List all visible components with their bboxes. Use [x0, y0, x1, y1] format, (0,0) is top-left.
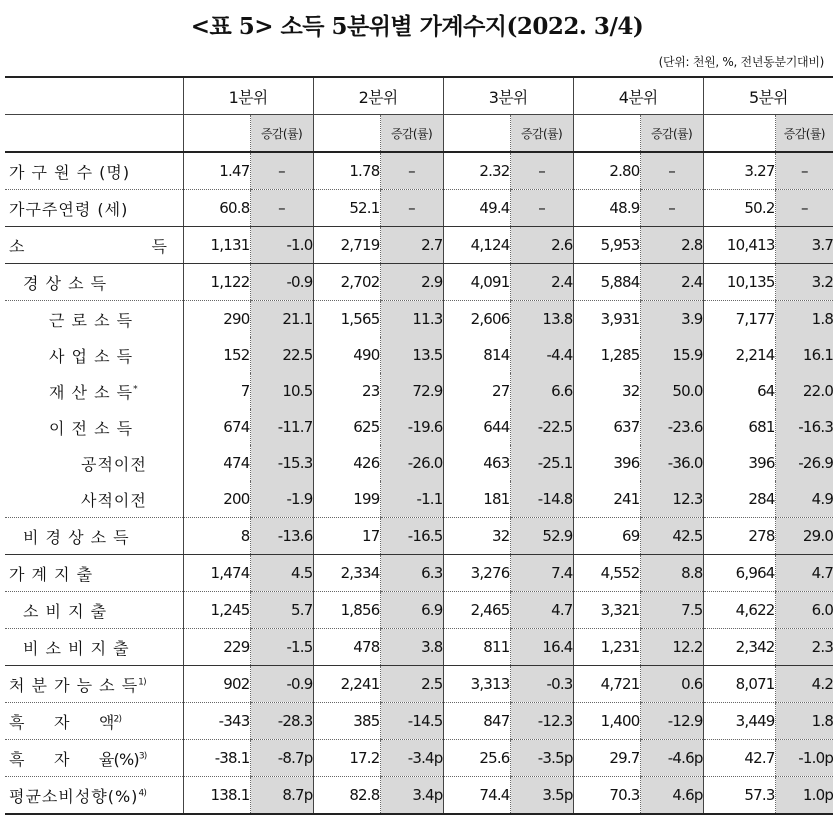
cell-amount-q4: 5,884: [573, 264, 640, 301]
cell-amount-q2: 1,856: [313, 592, 380, 629]
table-title: <표 5> 소득 5분위별 가계수지(2022. 3/4): [190, 13, 644, 40]
cell-amount-q2: 1.78: [313, 152, 380, 190]
cell-amount-q1: 290: [183, 301, 250, 338]
cell-amount-q2: 490: [313, 337, 380, 373]
cell-amount-q2: 199: [313, 481, 380, 518]
cell-amount-q2: 2,702: [313, 264, 380, 301]
cell-change-q4: -36.0: [640, 445, 703, 481]
cell-amount-q3: 3,313: [443, 666, 510, 703]
cell-amount-q5: 278: [703, 518, 775, 555]
cell-change-q3: 16.4: [510, 629, 573, 666]
table-row: [5, 740, 833, 777]
cell-amount-q2: 625: [313, 409, 380, 445]
cell-amount-q5: 2,214: [703, 337, 775, 373]
cell-change-q4: 0.6: [640, 666, 703, 703]
cell-amount-q4: 241: [573, 481, 640, 518]
cell-amount-q4: 2.80: [573, 152, 640, 190]
header-row-subcolumns: [5, 115, 833, 153]
cell-change-q5: -16.3: [775, 409, 833, 445]
cell-amount-q1: 674: [183, 409, 250, 445]
row-label-text: 공적이전: [81, 454, 147, 474]
cell-amount-q1: 1.47: [183, 152, 250, 190]
cell-amount-q3: 181: [443, 481, 510, 518]
cell-amount-q4: 396: [573, 445, 640, 481]
table-row: [5, 518, 833, 555]
row-label-text: 비 경 상 소 득: [23, 527, 130, 547]
cell-amount-q4: 29.7: [573, 740, 640, 777]
cell-change-q4: 50.0: [640, 373, 703, 409]
header-change-2: 증감(률): [380, 115, 443, 153]
cell-change-q4: 12.2: [640, 629, 703, 666]
cell-change-q3: 52.9: [510, 518, 573, 555]
cell-amount-q2: 426: [313, 445, 380, 481]
cell-amount-q1: 1,131: [183, 227, 250, 264]
cell-amount-q5: 57.3: [703, 777, 775, 815]
row-label-text: 평균소비성향(%): [9, 786, 139, 806]
cell-change-q3: -4.4: [510, 337, 573, 373]
cell-amount-q2: 478: [313, 629, 380, 666]
cell-amount-q1: 152: [183, 337, 250, 373]
row-label: [5, 629, 183, 666]
row-label-text: 경 상 소 득: [23, 273, 108, 293]
table-row: [5, 227, 833, 264]
cell-change-q2: 3.8: [380, 629, 443, 666]
table-row: [5, 264, 833, 301]
cell-change-q2: -19.6: [380, 409, 443, 445]
cell-amount-q5: 3.27: [703, 152, 775, 190]
cell-change-q1: 4.5: [250, 555, 313, 592]
cell-amount-q5: 2,342: [703, 629, 775, 666]
unit-note: (단위: 천원, %, 전년동분기대비): [658, 55, 824, 69]
cell-amount-q5: 8,071: [703, 666, 775, 703]
cell-amount-q5: 42.7: [703, 740, 775, 777]
row-label: [5, 373, 183, 409]
cell-amount-q5: 10,135: [703, 264, 775, 301]
cell-change-q3: 13.8: [510, 301, 573, 338]
row-label: [5, 703, 183, 740]
table-row: [5, 777, 833, 815]
header-quintile-4: 4분위: [573, 77, 703, 115]
header-corner: [5, 77, 183, 115]
cell-amount-q5: 3,449: [703, 703, 775, 740]
cell-amount-q3: 4,091: [443, 264, 510, 301]
cell-amount-q3: 2.32: [443, 152, 510, 190]
cell-amount-q3: 4,124: [443, 227, 510, 264]
cell-amount-q1: 7: [183, 373, 250, 409]
table-row: [5, 592, 833, 629]
footnote-marker: 3): [138, 751, 147, 762]
cell-change-q4: 15.9: [640, 337, 703, 373]
cell-amount-q5: 64: [703, 373, 775, 409]
cell-change-q5: 16.1: [775, 337, 833, 373]
cell-change-q1: –: [250, 152, 313, 190]
cell-amount-q4: 32: [573, 373, 640, 409]
table-row: [5, 481, 833, 518]
row-label: [5, 337, 183, 373]
cell-amount-q2: 82.8: [313, 777, 380, 815]
table-row: [5, 337, 833, 373]
cell-change-q3: -25.1: [510, 445, 573, 481]
cell-change-q4: –: [640, 152, 703, 190]
row-label: [5, 264, 183, 301]
cell-amount-q1: 229: [183, 629, 250, 666]
row-label: [5, 409, 183, 445]
cell-change-q4: -12.9: [640, 703, 703, 740]
cell-amount-q4: 1,400: [573, 703, 640, 740]
header-quintile-2: 2분위: [313, 77, 443, 115]
row-label: [5, 740, 183, 777]
cell-amount-q5: 50.2: [703, 190, 775, 227]
cell-change-q3: -12.3: [510, 703, 573, 740]
cell-change-q1: -0.9: [250, 666, 313, 703]
cell-amount-q2: 23: [313, 373, 380, 409]
cell-amount-q4: 4,552: [573, 555, 640, 592]
cell-change-q1: -1.5: [250, 629, 313, 666]
row-label-text: 흑 자 액: [9, 712, 114, 732]
cell-amount-q2: 1,565: [313, 301, 380, 338]
table-row: [5, 555, 833, 592]
cell-change-q4: 3.9: [640, 301, 703, 338]
cell-change-q5: 2.3: [775, 629, 833, 666]
cell-amount-q2: 2,719: [313, 227, 380, 264]
header-change-5: 증감(률): [775, 115, 833, 153]
cell-change-q1: -13.6: [250, 518, 313, 555]
cell-amount-q5: 4,622: [703, 592, 775, 629]
cell-change-q4: 2.4: [640, 264, 703, 301]
cell-change-q5: 6.0: [775, 592, 833, 629]
cell-change-q5: –: [775, 190, 833, 227]
row-label: [5, 445, 183, 481]
cell-amount-q5: 396: [703, 445, 775, 481]
row-label: [5, 666, 183, 703]
header-row-quintiles: [5, 77, 833, 115]
row-label: [5, 777, 183, 815]
table-row: [5, 629, 833, 666]
row-label: [5, 481, 183, 518]
row-label-text: 가 구 원 수 (명): [9, 162, 131, 182]
table-row: [5, 152, 833, 190]
row-label: [5, 592, 183, 629]
cell-change-q4: 4.6p: [640, 777, 703, 815]
cell-change-q2: 6.3: [380, 555, 443, 592]
table-row: [5, 190, 833, 227]
row-label: [5, 152, 183, 190]
row-label-text: 비 소 비 지 출: [23, 638, 130, 658]
household-income-table: [5, 76, 833, 815]
cell-amount-q3: 74.4: [443, 777, 510, 815]
header-corner-lower: [5, 115, 183, 153]
row-label-text: 가 계 지 출: [9, 564, 94, 584]
cell-amount-q1: 1,245: [183, 592, 250, 629]
cell-amount-q5: 7,177: [703, 301, 775, 338]
cell-change-q3: -22.5: [510, 409, 573, 445]
row-label: [5, 227, 183, 264]
cell-amount-q4: 48.9: [573, 190, 640, 227]
cell-amount-q1: 8: [183, 518, 250, 555]
cell-change-q2: –: [380, 152, 443, 190]
cell-change-q5: 1.0p: [775, 777, 833, 815]
cell-amount-q2: 2,334: [313, 555, 380, 592]
table-row: [5, 301, 833, 338]
cell-change-q5: 3.7: [775, 227, 833, 264]
cell-amount-q1: 1,474: [183, 555, 250, 592]
cell-change-q4: -4.6p: [640, 740, 703, 777]
cell-change-q3: 6.6: [510, 373, 573, 409]
cell-change-q2: -1.1: [380, 481, 443, 518]
cell-change-q3: -14.8: [510, 481, 573, 518]
cell-change-q2: 2.7: [380, 227, 443, 264]
cell-change-q2: -3.4p: [380, 740, 443, 777]
row-label-part: 득: [151, 236, 167, 256]
header-amount-5: [703, 115, 775, 153]
cell-amount-q1: 1,122: [183, 264, 250, 301]
cell-change-q3: -0.3: [510, 666, 573, 703]
header-change-1: 증감(률): [250, 115, 313, 153]
cell-change-q4: 12.3: [640, 481, 703, 518]
cell-amount-q1: 474: [183, 445, 250, 481]
cell-change-q4: 8.8: [640, 555, 703, 592]
cell-amount-q4: 69: [573, 518, 640, 555]
cell-change-q5: 3.2: [775, 264, 833, 301]
cell-change-q3: 4.7: [510, 592, 573, 629]
cell-change-q4: -23.6: [640, 409, 703, 445]
cell-amount-q5: 284: [703, 481, 775, 518]
cell-amount-q4: 5,953: [573, 227, 640, 264]
cell-change-q5: -26.9: [775, 445, 833, 481]
cell-change-q4: 42.5: [640, 518, 703, 555]
row-label: [5, 518, 183, 555]
cell-amount-q2: 17: [313, 518, 380, 555]
header-amount-4: [573, 115, 640, 153]
cell-amount-q4: 637: [573, 409, 640, 445]
cell-change-q5: 29.0: [775, 518, 833, 555]
cell-change-q5: –: [775, 152, 833, 190]
cell-change-q2: 11.3: [380, 301, 443, 338]
cell-change-q3: 2.6: [510, 227, 573, 264]
cell-change-q2: -16.5: [380, 518, 443, 555]
header-quintile-5: 5분위: [703, 77, 833, 115]
cell-amount-q3: 2,606: [443, 301, 510, 338]
cell-change-q3: 2.4: [510, 264, 573, 301]
row-label: [5, 301, 183, 338]
cell-change-q2: –: [380, 190, 443, 227]
cell-change-q2: 13.5: [380, 337, 443, 373]
table-row: [5, 666, 833, 703]
header-amount-1: [183, 115, 250, 153]
cell-change-q3: –: [510, 190, 573, 227]
cell-amount-q1: 902: [183, 666, 250, 703]
row-label-part: 소: [9, 236, 25, 256]
cell-change-q2: -26.0: [380, 445, 443, 481]
cell-amount-q4: 1,285: [573, 337, 640, 373]
row-label-text: 사 업 소 득: [49, 346, 134, 366]
row-label-text: 사적이전: [81, 490, 147, 510]
row-label-text: 근 로 소 득: [49, 310, 134, 330]
cell-amount-q1: -343: [183, 703, 250, 740]
cell-amount-q2: 385: [313, 703, 380, 740]
cell-amount-q3: 644: [443, 409, 510, 445]
cell-change-q1: -0.9: [250, 264, 313, 301]
header-change-4: 증감(률): [640, 115, 703, 153]
cell-change-q5: -1.0p: [775, 740, 833, 777]
cell-change-q1: 5.7: [250, 592, 313, 629]
cell-amount-q1: 138.1: [183, 777, 250, 815]
row-label-text: 흑 자 율(%): [9, 749, 139, 769]
cell-change-q4: 2.8: [640, 227, 703, 264]
cell-amount-q4: 3,931: [573, 301, 640, 338]
cell-amount-q5: 6,964: [703, 555, 775, 592]
cell-amount-q4: 70.3: [573, 777, 640, 815]
header-change-3: 증감(률): [510, 115, 573, 153]
cell-amount-q4: 1,231: [573, 629, 640, 666]
cell-amount-q1: 200: [183, 481, 250, 518]
row-label-text: 이 전 소 득: [49, 418, 134, 438]
cell-change-q3: -3.5p: [510, 740, 573, 777]
cell-amount-q5: 10,413: [703, 227, 775, 264]
cell-change-q3: 7.4: [510, 555, 573, 592]
cell-amount-q3: 2,465: [443, 592, 510, 629]
row-label: [5, 555, 183, 592]
cell-change-q2: 72.9: [380, 373, 443, 409]
cell-change-q1: 10.5: [250, 373, 313, 409]
header-amount-3: [443, 115, 510, 153]
cell-change-q1: -8.7p: [250, 740, 313, 777]
cell-change-q4: –: [640, 190, 703, 227]
cell-change-q2: 3.4p: [380, 777, 443, 815]
cell-amount-q1: -38.1: [183, 740, 250, 777]
cell-change-q1: 21.1: [250, 301, 313, 338]
table-row: [5, 445, 833, 481]
cell-amount-q3: 463: [443, 445, 510, 481]
footnote-marker: 2): [113, 714, 122, 725]
row-label-text: 가구주연령 (세): [9, 199, 129, 219]
cell-change-q4: 7.5: [640, 592, 703, 629]
cell-change-q1: -1.9: [250, 481, 313, 518]
cell-change-q5: 4.9: [775, 481, 833, 518]
table-row: [5, 373, 833, 409]
cell-change-q2: -14.5: [380, 703, 443, 740]
row-label: [5, 190, 183, 227]
cell-amount-q2: 2,241: [313, 666, 380, 703]
cell-amount-q4: 4,721: [573, 666, 640, 703]
table-row: [5, 703, 833, 740]
cell-change-q3: 3.5p: [510, 777, 573, 815]
cell-amount-q3: 811: [443, 629, 510, 666]
cell-amount-q3: 814: [443, 337, 510, 373]
cell-amount-q3: 27: [443, 373, 510, 409]
footnote-marker: 4): [138, 788, 147, 799]
cell-change-q2: 2.5: [380, 666, 443, 703]
table-row: [5, 409, 833, 445]
row-label-text: 처 분 가 능 소 득: [9, 675, 139, 695]
cell-amount-q5: 681: [703, 409, 775, 445]
cell-change-q1: 22.5: [250, 337, 313, 373]
cell-amount-q3: 25.6: [443, 740, 510, 777]
cell-change-q5: 4.2: [775, 666, 833, 703]
cell-amount-q3: 49.4: [443, 190, 510, 227]
cell-change-q1: -11.7: [250, 409, 313, 445]
cell-change-q1: -1.0: [250, 227, 313, 264]
cell-change-q1: –: [250, 190, 313, 227]
cell-amount-q4: 3,321: [573, 592, 640, 629]
row-label-text: 재 산 소 득: [49, 382, 134, 402]
header-quintile-3: 3분위: [443, 77, 573, 115]
header-amount-2: [313, 115, 380, 153]
cell-amount-q3: 32: [443, 518, 510, 555]
row-label-text: 소 비 지 출: [23, 601, 108, 621]
cell-change-q2: 2.9: [380, 264, 443, 301]
header-quintile-1: 1분위: [183, 77, 313, 115]
cell-change-q5: 4.7: [775, 555, 833, 592]
cell-amount-q1: 60.8: [183, 190, 250, 227]
cell-change-q1: 8.7p: [250, 777, 313, 815]
cell-change-q5: 1.8: [775, 301, 833, 338]
cell-amount-q2: 17.2: [313, 740, 380, 777]
footnote-marker: *: [133, 384, 137, 395]
cell-change-q3: –: [510, 152, 573, 190]
cell-amount-q3: 847: [443, 703, 510, 740]
cell-change-q1: -15.3: [250, 445, 313, 481]
cell-change-q1: -28.3: [250, 703, 313, 740]
cell-change-q5: 22.0: [775, 373, 833, 409]
footnote-marker: 1): [138, 677, 146, 688]
cell-change-q2: 6.9: [380, 592, 443, 629]
row-label-text: [9, 234, 167, 257]
cell-amount-q3: 3,276: [443, 555, 510, 592]
cell-amount-q2: 52.1: [313, 190, 380, 227]
cell-change-q5: 1.8: [775, 703, 833, 740]
